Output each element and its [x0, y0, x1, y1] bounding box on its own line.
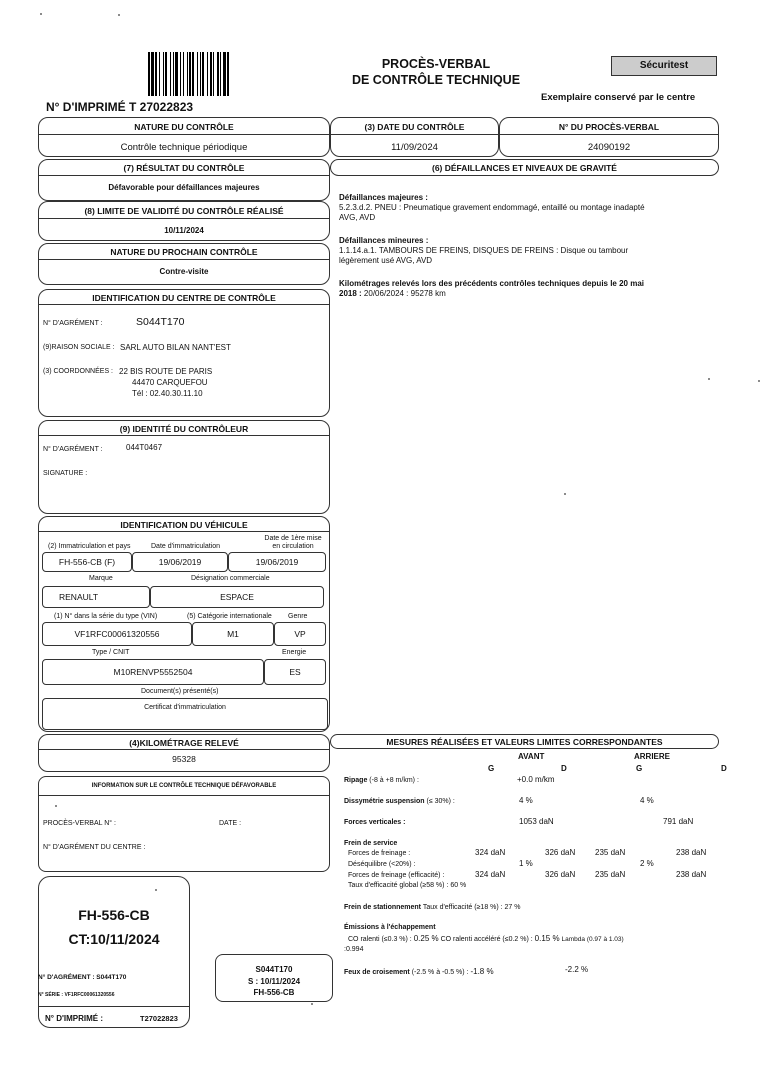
ff-arriere-g: 235 daN [595, 848, 626, 857]
info-defav-label: INFORMATION SUR LE CONTRÔLE TECHNIQUE DÉFAVORABLE [91, 783, 277, 789]
ripage-label: Ripage [344, 777, 368, 784]
dissym-label: Dissymétrie suspension [344, 798, 425, 805]
defaillances-content [339, 193, 719, 299]
sticker-box [38, 876, 190, 1028]
date-circ-field [228, 552, 326, 572]
feux-gauche: -1.8 % [470, 967, 494, 976]
barcode-bar [163, 52, 164, 96]
deseq-arriere: 2 % [640, 859, 654, 868]
date-immat-field [132, 552, 228, 572]
barcode-bar [170, 52, 171, 96]
marque-field [42, 586, 150, 608]
resultat-value: Défavorable pour défaillances majeures [108, 183, 260, 192]
categorie-value: M1 [227, 629, 239, 639]
majeures-line-2: AVG, AVD [339, 213, 376, 222]
feux-limit: (-2.5 % à -0.5 %) : [411, 969, 469, 976]
designation-value: ESPACE [220, 592, 254, 602]
dissym-limit: (≤ 30%) : [426, 798, 455, 805]
col-arriere-d: D [721, 764, 727, 773]
docs-field [42, 698, 328, 730]
deseq-avant: 1 % [519, 859, 533, 868]
marque-value: RENAULT [59, 592, 99, 602]
validation-stamp [215, 954, 333, 1002]
ff-arriere-d: 238 daN [676, 848, 707, 857]
mesures-avant: AVANT [518, 752, 545, 761]
genre-value: VP [294, 629, 306, 639]
scan-speck [311, 1003, 313, 1005]
co-value: 0.25 % [413, 934, 439, 943]
mesures-label: MESURES RÉALISÉES ET VALEURS LIMITES CORRESPONDANTES [386, 737, 663, 747]
type-field [42, 659, 264, 685]
title-line-2: DE CONTRÔLE TECHNIQUE [351, 73, 521, 87]
deseq-label: Déséquilibre (<20%) : [348, 861, 416, 868]
dissym-avant: 4 % [519, 796, 533, 805]
barcode-bar [187, 52, 188, 96]
vin-label: (1) N° dans la série du type (VIN) [54, 613, 158, 620]
sticker-imprime: T27022823 [140, 1014, 178, 1023]
scan-speck [40, 13, 42, 15]
fv-label: Forces verticales : [344, 819, 406, 826]
stationnement-label: Frein de stationnement [344, 904, 422, 911]
signature-label: SIGNATURE : [43, 470, 88, 477]
immat-label: (2) Immatriculation et pays [48, 543, 131, 550]
stationnement-row [344, 904, 521, 911]
dissym-arriere: 4 % [640, 796, 654, 805]
ffe-avant-d: 326 daN [545, 870, 576, 879]
immat-field [42, 552, 132, 572]
date-immat-value: 19/06/2019 [158, 557, 202, 567]
limite-label: (8) LIMITE DE VALIDITÉ DU CONTRÔLE RÉALISÉ [84, 206, 284, 216]
scan-speck [564, 493, 566, 495]
nature-box [38, 117, 330, 157]
mesures-header-box [330, 734, 719, 749]
barcode-bar [192, 52, 194, 96]
mineures-title: Défaillances mineures : [339, 236, 429, 245]
date-circ-label-2: en circulation [272, 543, 314, 550]
resultat-label: (7) RÉSULTAT DU CONTRÔLE [123, 163, 245, 173]
categorie-label: (5) Catégorie internationale [187, 613, 272, 620]
vehicule-label: IDENTIFICATION DU VÉHICULE [120, 520, 248, 530]
feux-droite: -2.2 % [565, 965, 589, 974]
barcode-bar [173, 52, 174, 96]
ff-label: Forces de freinage : [348, 850, 411, 857]
pv-number-value: 24090192 [587, 142, 631, 153]
resultat-box [38, 159, 330, 201]
km-history-title: Kilométrages relevés lors des précédents contrôles techniques depuis le 20 mai [339, 279, 645, 288]
type-label: Type / CNIT [92, 649, 130, 656]
page-title [330, 56, 542, 88]
feux-row [344, 967, 494, 976]
nature-value: Contrôle technique périodique [120, 142, 248, 153]
title-line-1: PROCÈS-VERBAL [381, 57, 491, 71]
taux-global: Taux d'efficacité global (≥58 %) : 60 % [348, 882, 467, 889]
centre-agrement-label: N° D'AGRÉMENT : [43, 320, 103, 327]
scan-speck [155, 889, 157, 891]
kilometrage-box [38, 734, 330, 772]
majeures-title: Défaillances majeures : [339, 193, 428, 202]
barcode-bar [180, 52, 181, 96]
vin-field [42, 622, 192, 646]
docs-label: Document(s) présenté(s) [141, 688, 219, 695]
copy-note: Exemplaire conservé par le centre [541, 92, 696, 103]
barcode-bar [227, 52, 229, 96]
designation-label: Désignation commerciale [191, 575, 270, 582]
centre-coord-label: (3) COORDONNÉES : [43, 368, 114, 375]
defaillances-header-box [330, 159, 719, 176]
centre-raison: SARL AUTO BILAN NANT'EST [120, 343, 231, 352]
ffe-label: Forces de freinage (efficacité) : [348, 872, 445, 879]
barcode-bar [202, 52, 204, 96]
immat-value: FH-556-CB (F) [58, 557, 116, 567]
controleur-label: (9) IDENTITÉ DU CONTRÔLEUR [119, 424, 249, 434]
date-circ-value: 19/06/2019 [255, 557, 299, 567]
centre-addr-1: 22 BIS ROUTE DE PARIS [119, 367, 213, 376]
categorie-field [192, 622, 274, 646]
ffe-avant-g: 324 daN [475, 870, 506, 879]
date-controle-label: (3) DATE DU CONTRÔLE [364, 122, 465, 132]
date-circ-label [243, 535, 343, 551]
limite-box [38, 201, 330, 241]
barcode-bar [213, 52, 214, 96]
imprime-number: N° D'IMPRIMÉ T 27022823 [46, 100, 194, 114]
pv-number-box [499, 117, 719, 157]
brand-badge [611, 56, 717, 76]
centre-box [38, 289, 330, 417]
barcode-bar [210, 52, 212, 96]
brand-name: Sécuritest [639, 60, 689, 71]
vin-value: VF1RFC00061320556 [74, 629, 160, 639]
energie-label: Energie [282, 649, 307, 656]
feux-label: Feux de croisement [344, 969, 410, 976]
kilometrage-label: (4)KILOMÉTRAGE RELEVÉ [129, 738, 239, 748]
barcode-bar [197, 52, 198, 96]
controleur-box [38, 420, 330, 514]
sticker-ct-date: CT:10/11/2024 [68, 931, 160, 947]
barcode-bar [189, 52, 191, 96]
barcode-bar [200, 52, 201, 96]
ffe-arriere-d: 238 daN [676, 870, 707, 879]
ffe-arriere-g: 235 daN [595, 870, 626, 879]
scan-speck [55, 805, 57, 807]
prochain-value: Contre-visite [159, 267, 209, 276]
date-controle-box [330, 117, 499, 157]
pv-number-label: N° DU PROCÈS-VERBAL [558, 122, 660, 132]
centre-addr-2: 44470 CARQUEFOU [132, 378, 208, 387]
ripage-limit: (-8 à +8 m/km) : [369, 777, 419, 784]
fv-arriere: 791 daN [663, 817, 694, 826]
kilometrage-value: 95328 [172, 754, 196, 764]
co-label: CO ralenti (≤0.3 %) : [348, 936, 412, 943]
defaillances-label: (6) DÉFAILLANCES ET NIVEAUX DE GRAVITÉ [432, 163, 617, 173]
barcode-bar [165, 52, 167, 96]
km-history-year: 2018 : [339, 289, 362, 298]
sticker-serie: N° SÉRIE : VF1RFC00061320556 [38, 992, 115, 998]
limite-value: 10/11/2024 [164, 226, 204, 235]
stamp-line-2: S : 10/11/2024 [247, 977, 301, 986]
barcode-bar [148, 52, 150, 96]
mineures-line-2: légèrement usé AVG, AVD [339, 256, 433, 265]
co-acc-label: CO ralenti accéléré (≤0.2 %) : [440, 936, 533, 943]
info-date-label: DATE : [219, 820, 242, 827]
scan-speck [708, 378, 710, 380]
mineures-line-1: 1.1.14.a.1. TAMBOURS DE FREINS, DISQUES DE FREINS : Disque ou tambour [339, 246, 629, 255]
barcode-bar [155, 52, 157, 96]
ff-avant-d: 326 daN [545, 848, 576, 857]
ff-avant-g: 324 daN [475, 848, 506, 857]
date-immat-label: Date d'immatriculation [151, 543, 221, 550]
scan-speck [118, 14, 120, 16]
sticker-agrement: N° D'AGRÉMENT : S044T170 [38, 974, 127, 981]
info-defav-box [38, 776, 330, 872]
fv-avant: 1053 daN [519, 817, 554, 826]
energie-value: ES [289, 667, 301, 677]
col-avant-g: G [488, 764, 495, 773]
barcode-bar [183, 52, 184, 96]
lambda-value: :0.994 [344, 946, 364, 953]
barcode-bar [159, 52, 160, 96]
centre-raison-label: (9)RAISON SOCIALE : [43, 344, 115, 351]
stationnement-value: Taux d'efficacité (≥18 %) : 27 % [422, 904, 521, 911]
stamp-line-1: S044T170 [255, 965, 293, 974]
ripage-row [344, 777, 419, 784]
info-centre-label: N° D'AGRÉMENT DU CENTRE : [43, 844, 146, 851]
genre-label: Genre [288, 613, 308, 620]
date-circ-label-1: Date de 1ère mise [264, 535, 322, 542]
stamp-line-3: FH-556-CB [253, 988, 295, 997]
controleur-agrement: 044T0467 [126, 443, 163, 452]
sticker-imprime-label: N° D'IMPRIMÉ : [45, 1014, 103, 1023]
co-acc-value: 0.15 % [534, 934, 560, 943]
mesures-arriere: ARRIERE [634, 752, 671, 761]
barcode-bar [175, 52, 178, 96]
barcode-bar [151, 52, 154, 96]
centre-label: IDENTIFICATION DU CENTRE DE CONTRÔLE [92, 293, 276, 303]
designation-field [150, 586, 324, 608]
nature-label: NATURE DU CONTRÔLE [134, 122, 234, 132]
km-history-entry: 20/06/2024 : 95278 km [363, 289, 446, 298]
energie-field [264, 659, 326, 685]
col-arriere-g: G [636, 764, 643, 773]
marque-label: Marque [89, 575, 113, 582]
dissym-row [344, 798, 455, 805]
barcode-bar [207, 52, 208, 96]
emissions-title: Émissions à l'échappement [344, 924, 436, 931]
genre-field [274, 622, 326, 646]
type-value: M10RENVP5552504 [113, 667, 193, 677]
centre-tel: Tél : 02.40.30.11.10 [132, 389, 203, 398]
barcode [148, 52, 266, 96]
scan-speck [758, 380, 760, 382]
prochain-box [38, 243, 330, 285]
prochain-label: NATURE DU PROCHAIN CONTRÔLE [110, 247, 258, 257]
centre-agrement: S044T170 [136, 316, 185, 328]
date-controle-value: 11/09/2024 [391, 142, 438, 153]
controleur-agrement-label: N° D'AGRÉMENT : [43, 446, 103, 453]
barcode-bar [223, 52, 226, 96]
col-avant-d: D [561, 764, 567, 773]
lambda-label: Lambda (0.97 à 1.03) [561, 936, 624, 943]
info-pv-label: PROCÈS-VERBAL N° : [43, 820, 116, 827]
barcode-bar [220, 52, 221, 96]
barcode-bar [217, 52, 219, 96]
majeures-line-1: 5.2.3.d.2. PNEU : Pneumatique gravement endommagé, entaillé ou montage inadapté [339, 203, 645, 212]
docs-value: Certificat d'immatriculation [144, 704, 226, 711]
ripage-value: +0.0 m/km [517, 775, 555, 784]
frein-service-label: Frein de service [344, 840, 398, 847]
emissions-row [348, 934, 624, 943]
sticker-plate: FH-556-CB [78, 907, 150, 923]
